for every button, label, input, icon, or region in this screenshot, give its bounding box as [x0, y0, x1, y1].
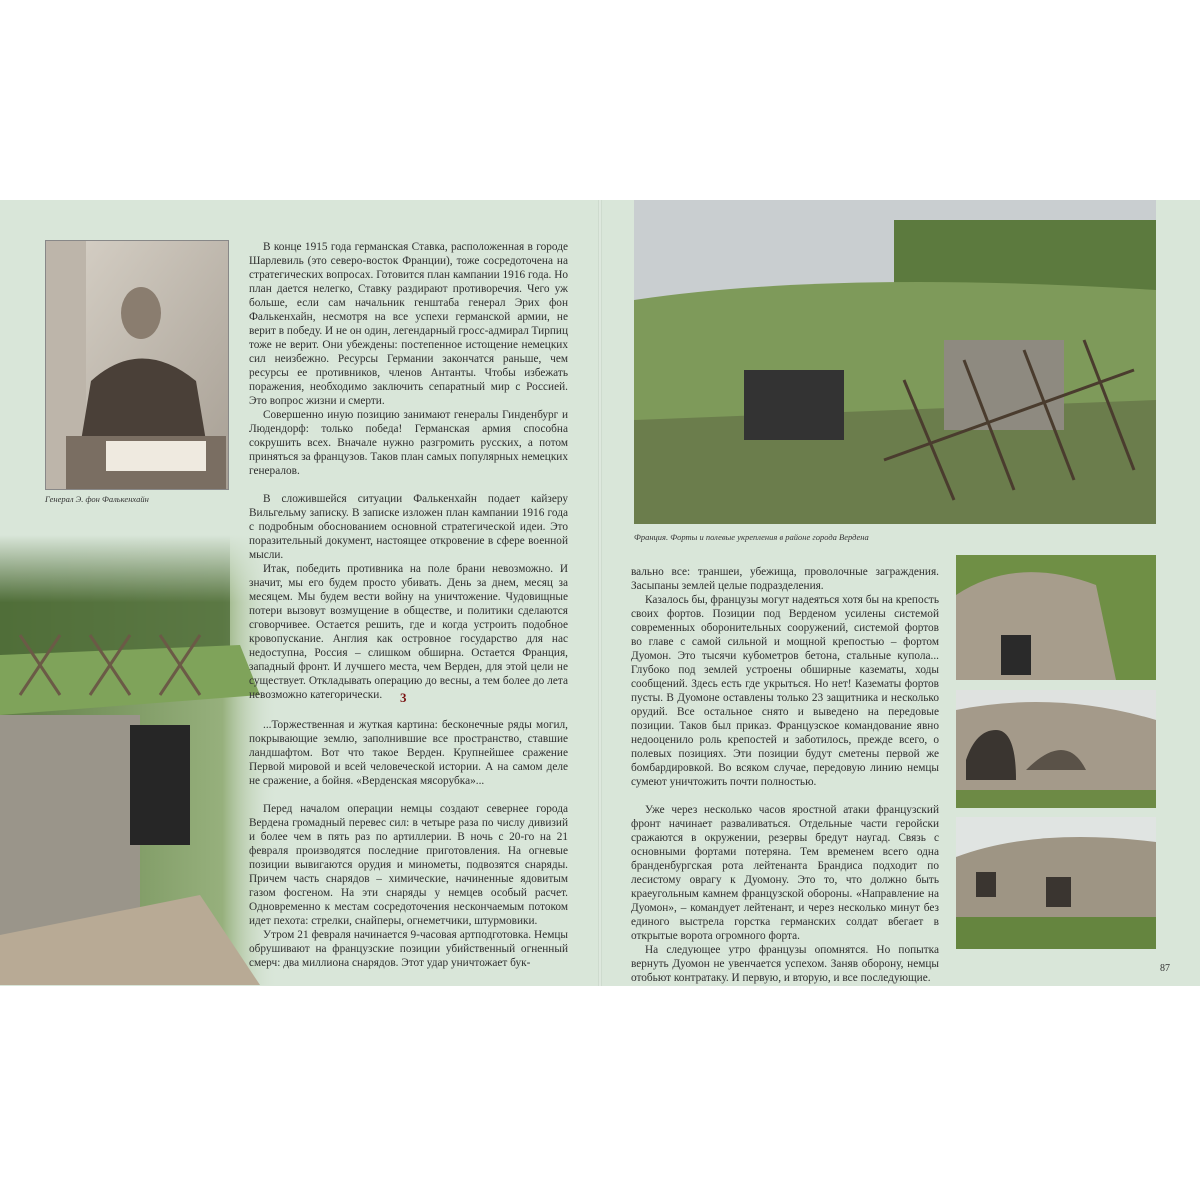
fort-photo-1 [956, 555, 1156, 680]
fort-photo-3 [956, 817, 1156, 949]
left-top-text [249, 240, 568, 702]
paragraph: В конце 1915 года германская Ставка, расположенная в городе Шарлевиль (это северо-восток Франции), тоже сосредоточена на стратегических вопросах. Готовится план кампании 1916 года. Но план дается нелегко, Ставку раздирают противоречия. Чего уж больше, если сам начальник генштаба генерал Эрих фон Фалькенхайн, несмотря на все успехи германской армии, не верит в победу. И не он один, легендарный гросс-адмирал Тирпиц тоже не верит. Они убеждены: постепенное истощение немецких сил неизбежно. Ресурсы Германии закончатся раньше, чем ресурсы ее противников, членов Антанты. Чтобы избежать поражения, необходимо заключить сепаратный мир с Россией. Это вопрос жизни и смерти. [249, 241, 568, 407]
paragraph: Уже через несколько часов яростной атаки французский фронт начинает разваливаться. Отдельные части геройски сражаются в окружении, резервы бредут наугад. Связь с основными фортами потеряна. Тем временем всего одна бранденбургская рота лейтенанта Брандиса подходит по лесистому оврагу к Дуомону. Это то, что должно быть краеугольным камнем французской обороны. «Направление на Дуомон», – командует лейтенант, и через несколько минут без единого выстрела горстка германских солдат вбегает в открытые ворота огромного форта. [631, 804, 939, 942]
fort-photo-2 [956, 690, 1156, 808]
general-caption: Генерал Э. фон Фалькенхайн [45, 494, 149, 504]
general-portrait-photo [45, 240, 229, 490]
chapter-number: 3 [400, 690, 407, 705]
paragraph: ...Торжественная и жуткая картина: бесконечные ряды могил, покрывающие землю, заполнившие все пространство, ставшие ландшафтом. Вот что такое Верден. Крупнейшее сражение Первой мировой и всей человеческой истории. А на самом деле не сражение, а бойня. «Верденская мясорубка»... [249, 719, 568, 787]
left-bottom-text [249, 718, 568, 970]
page-number: 87 [1160, 963, 1170, 974]
paragraph: В сложившейся ситуации Фалькенхайн подает кайзеру Вильгельму записку. В записке изложен план кампании 1916 года с подробным обоснованием основной стратегической идеи. Это поразительный документ, настоящее откровение в сфере военной мысли. [249, 493, 568, 561]
verdun-fortification-photo [634, 200, 1156, 524]
paragraph: вально все: траншеи, убежища, проволочные заграждения. Засыпаны землей целые подразделения. [631, 566, 939, 592]
paragraph: Перед началом операции немцы создают севернее города Вердена громадный перевес сил: в четыре раза по числу дивизий и более чем в пять раз по артиллерии. В ночь с 20-го на 21 февраля производятся последние приготовления. На огневые позиции вывигаются орудия и минометы, подвозятся снаряды. Причем часть снарядов – химические, начиненные ядовитым газом фосгеном. На эти снаряды у немцев особый расчет. Одновременно к местам сосредоточения нескончаемым потоком идет пехота: стрелки, снайперы, огнеметчики, штурмовики. [249, 803, 568, 927]
paragraph: Утром 21 февраля начинается 9-часовая артподготовка. Немцы обрушивают на французские позиции убийственный огненный смерч: два миллиона снарядов. Этот удар уничтожает бук- [249, 929, 568, 969]
paragraph: Итак, победить противника на поле брани невозможно. И значит, мы его будем просто убивать. День за днем, месяц за месяцем. Мы будем вести войну на уничтожение. Чудовищные потери вызовут возмущение в обществе, и политики сделаются сговорчивее. Остается решить, где и когда устроить подобное кровопускание. Англия как островное государство для нас недоступна, Россия – слишком обширна. Остается Франция, западный фронт. И лучшего места, чем Верден, для этой цели не существует. Откладывать операцию до весны, а тем более до лета невозможно категорически. [249, 563, 568, 701]
paragraph: Казалось бы, французы могут надеяться хотя бы на крепость своих фортов. Позиции под Верденом усилены системой современных оборонительных сооружений, системой фортов во главе с самой сильной и мощной крепостью – фортом Дуомон. Это тысячи кубометров бетона, стальные купола... Глубоко под землей устроены обширные казематы, ходы сообщений. Здесь есть где укрыться. Но нет! Казематы фортов пусты. В Дуомоне оставлены только 23 защитника и несколько орудий. Все остальное снято и выведено на передовые позиции. Таков был приказ. Французское командование явно недооценило роль крепостей и заботилось, прежде всего, о полевых позициях. Эти позиции будут сметены первой же бомбардировкой. Во всяком случае, передовую линию немцы сумеют уничтожить почти полностью. [631, 594, 939, 788]
page-gutter [598, 200, 602, 986]
trench-photo [0, 535, 278, 985]
verdun-caption: Франция. Форты и полевые укрепления в районе города Вердена [634, 532, 869, 542]
paragraph: На следующее утро французы опомнятся. Но попытка вернуть Дуомон не увенчается успехом. Заняв оборону, немцы отобьют контратаку. И первую, и вторую, и все последующие. [631, 944, 939, 984]
right-text [631, 565, 939, 985]
paragraph: Совершенно иную позицию занимают генералы Гинденбург и Людендорф: только победа! Германская армия способна сокрушить всех. Вначале нужно разгромить русских, а потом приняться за французов. Таков план самых популярных немецких генералов. [249, 409, 568, 477]
